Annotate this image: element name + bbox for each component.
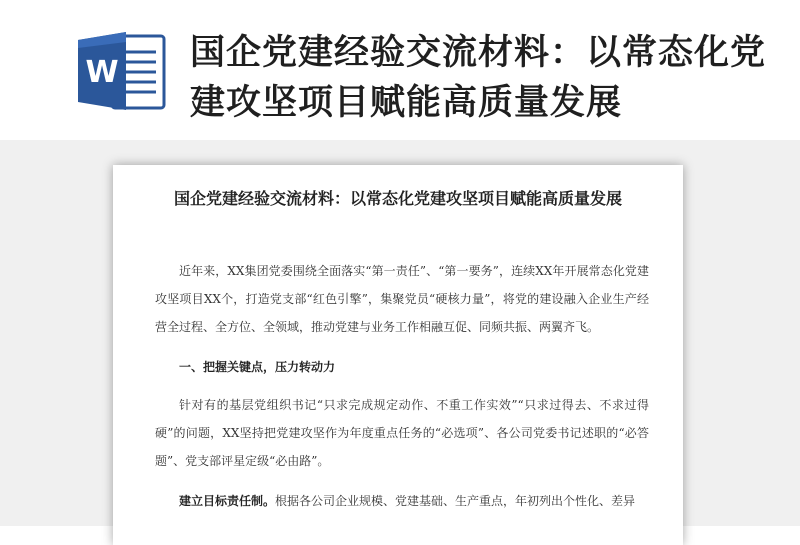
section-heading: 一、把握关键点，压力转动力 (179, 360, 336, 374)
page-title: 国企党建经验交流材料：以常态化党建攻坚项目赋能高质量发展 (190, 33, 767, 123)
paragraph-problem: 针对有的基层党组织书记“只求完成规定动作、不重工作实效”“只求过得去、不求过得硬”的问题，XX坚持把党建攻坚作为年度重点任务的“必选项”、各公司党委书记述职的“必答题”、党支部评星定级“必由路”。 (155, 398, 649, 468)
paragraph-body: 根据各公司企业规模、党建基础、生产重点，年初列出个性化、差异 (275, 494, 636, 508)
svg-text:W: W (85, 55, 119, 90)
paragraph-responsibility (155, 487, 649, 515)
header-banner (0, 0, 800, 140)
word-icon (76, 30, 168, 112)
document-title: 国企党建经验交流材料：以常态化党建攻坚项目赋能高质量发展 (173, 189, 622, 208)
document-page (113, 165, 683, 545)
paragraph-lead: 建立目标责任制。 (179, 494, 276, 508)
paragraph-intro: 近年来，XX集团党委围绕全面落实“第一责任”、“第一要务”，连续XX年开展常态化党建攻坚项目XX个，打造党支部“红色引擎”，集聚党员“硬核力量”，将党的建设融入企业生产经营全过程、全方位、全领域，推动党建与业务工作相融互促、同频共振、两翼齐飞。 (155, 264, 649, 334)
